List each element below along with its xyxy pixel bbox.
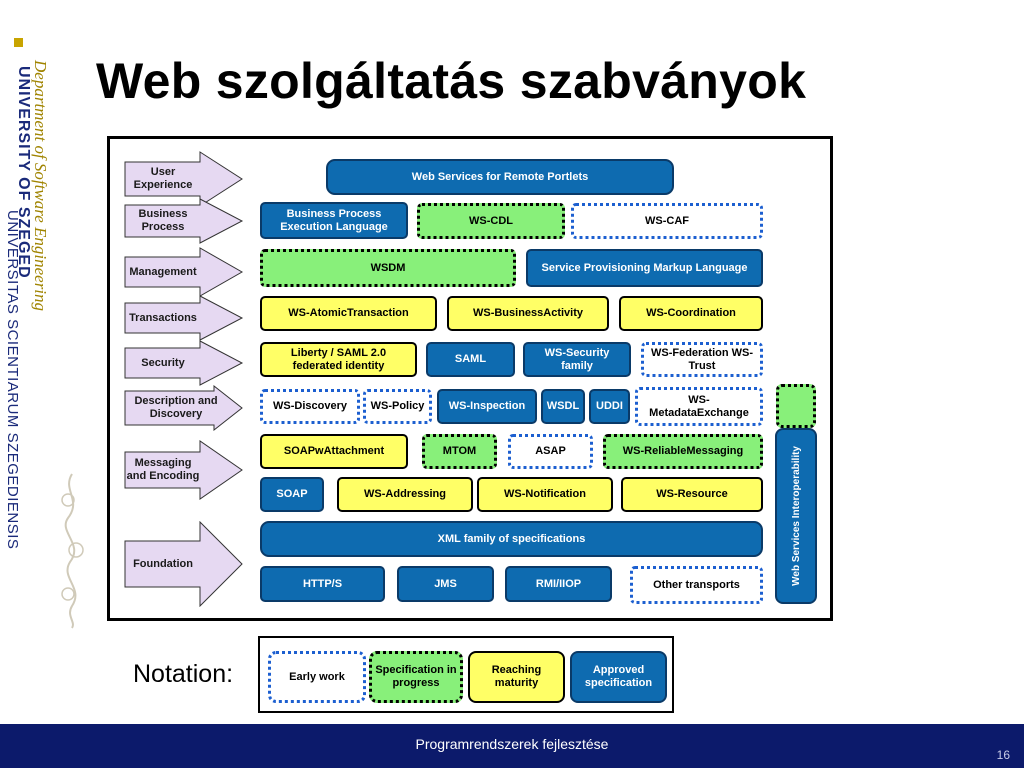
interoperability-label: Web Services Interoperability (790, 446, 802, 586)
slide-title: Web szolgáltatás szabványok (96, 53, 807, 109)
spec-uddi: UDDI (589, 389, 630, 424)
layer-arrow-transactions (124, 295, 244, 341)
spec-ws-addressing: WS-Addressing (337, 477, 473, 512)
spec-ws-coordination: WS-Coordination (619, 296, 763, 331)
spec-soapwattachment: SOAPwAttachment (260, 434, 408, 469)
spec-ws-atomictransaction: WS-AtomicTransaction (260, 296, 437, 331)
layer-label: Foundation (133, 557, 193, 570)
layer-label: Security (141, 356, 185, 369)
legend-early-work: Early work (268, 651, 366, 703)
layer-arrow-security (124, 340, 244, 386)
spec-ws-resource: WS-Resource (621, 477, 763, 512)
spec-rmi-iiop: RMI/IIOP (505, 566, 612, 602)
spec-asap: ASAP (508, 434, 593, 469)
layer-arrow-business-process (124, 198, 244, 244)
spec-mtom: MTOM (422, 434, 497, 469)
spec-ws-notification: WS-Notification (477, 477, 613, 512)
spec-ws-interoperability (775, 428, 817, 604)
spec-wsdm: WSDM (260, 249, 516, 287)
legend-in-progress: Specification in progress (369, 651, 463, 703)
university-name: UNIVERSITY OF SZEGED (15, 66, 32, 279)
spec-wsrp: Web Services for Remote Portlets (326, 159, 674, 195)
spec-ws-security: WS-Security family (523, 342, 631, 377)
university-emblem-icon (54, 470, 90, 630)
spec-jms: JMS (397, 566, 494, 602)
layer-label: Messaging and Encoding (126, 457, 200, 482)
layer-label: Description and Discovery (134, 395, 218, 420)
legend-reaching-maturity: Reaching maturity (468, 651, 565, 703)
spec-ws-federation: WS-Federation WS-Trust (641, 342, 763, 377)
spec-xml-family: XML family of specifications (260, 521, 763, 557)
bullet-square-icon (14, 38, 23, 47)
legend-approved: Approved specification (570, 651, 667, 703)
spec-ws-reliablemessaging: WS-ReliableMessaging (603, 434, 763, 469)
notation-label: Notation: (133, 660, 234, 688)
spec-saml: SAML (426, 342, 515, 377)
spec-ws-discovery: WS-Discovery (260, 389, 360, 424)
spec-ws-policy: WS-Policy (363, 389, 432, 424)
spec-liberty-saml: Liberty / SAML 2.0 federated identity (260, 342, 417, 377)
layer-arrow-foundation (124, 521, 244, 607)
spec-other-transports: Other transports (630, 566, 763, 604)
spec-bpel: Business Process Execution Language (260, 202, 408, 239)
spec-ws-inspection: WS-Inspection (437, 389, 537, 424)
layer-label: Transactions (129, 311, 197, 324)
footer-title: Programrendszerek fejlesztése (415, 736, 609, 752)
spec-ws-cdl: WS-CDL (417, 203, 565, 239)
spec-ws-metadataexchange: WS-MetadataExchange (635, 387, 763, 426)
layer-label: User Experience (133, 166, 193, 191)
layer-arrow-messaging-encoding (124, 440, 244, 500)
spec-ws-caf: WS-CAF (571, 203, 763, 239)
layer-label: Business Process (138, 208, 188, 233)
layer-arrow-description-discovery (124, 385, 244, 431)
interoperability-progress-block (776, 384, 816, 428)
university-latin-name: UNIVERSITAS SCIENTIARUM SZEGEDIENSIS (4, 210, 21, 550)
department-name: Department of Software Engineering (31, 60, 50, 312)
page-number: 16 (996, 748, 1010, 762)
spec-wsdl: WSDL (541, 389, 585, 424)
spec-soap: SOAP (260, 477, 324, 512)
footer-bar (0, 724, 1024, 768)
spec-spml: Service Provisioning Markup Language (526, 249, 763, 287)
spec-ws-businessactivity: WS-BusinessActivity (447, 296, 609, 331)
spec-https: HTTP/S (260, 566, 385, 602)
layer-arrow-management (124, 247, 244, 297)
layer-label: Management (129, 265, 197, 278)
